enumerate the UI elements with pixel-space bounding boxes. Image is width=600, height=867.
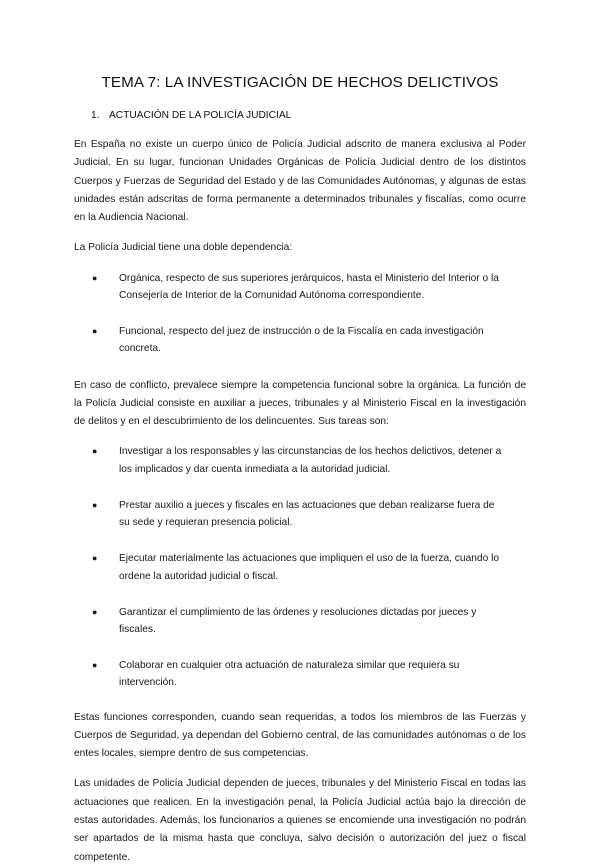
paragraph-funciones: Estas funciones corresponden, cuando sean requeridas, a todos los miembros de las Fuerzas y Cuerpos de Seguridad, ya dependan del Gobierno central, de las comunidades autónomas o de los entes locales, siempre dentro de sus competencias.: [74, 711, 526, 760]
list-item-text: Funcional, respecto del juez de instrucción o de la Fiscalía en cada investigación concreta.: [119, 326, 484, 355]
list-item: [74, 604, 526, 638]
document-title: TEMA 7: LA INVESTIGACIÓN DE HECHOS DELICTIVOS: [101, 74, 499, 91]
list-item: [74, 443, 526, 477]
bullet-icon: ●: [92, 272, 98, 283]
section-number: 1.: [91, 110, 100, 121]
paragraph-intro: En España no existe un cuerpo único de Policía Judicial adscrito de manera exclusiva al Poder Judicial. En su lugar, funcionan Unidades Orgánicas de Policía Judicial dentro de los distintos Cuerpos y Fuerzas de Seguridad del Estado y de las Comunidades Autónomas, y algunas de estas unidades están adscritas de forma permanente a determinados tribunales y fiscalías, como ocurre en la Audiencia Nacional.: [74, 139, 526, 224]
list-item-text: Ejecutar materialmente las actuaciones que impliquen el uso de la fuerza, cuando lo ordene la autoridad judicial o fiscal.: [119, 553, 499, 582]
section-heading: [91, 110, 526, 121]
section-title: ACTUACIÓN DE LA POLICÍA JUDICIAL: [109, 110, 292, 121]
list-item-text: Orgánica, respecto de sus superiores jerárquicos, hasta el Ministerio del Interior o la Consejería de Interior de la Comunidad Autónoma correspondiente.: [119, 272, 499, 301]
list-item: [74, 270, 526, 304]
list-item-text: Garantizar el cumplimiento de las órdenes y resoluciones dictadas por jueces y fiscales.: [119, 606, 477, 635]
list-tareas: [74, 443, 526, 691]
list-item: [74, 657, 526, 691]
bullet-icon: ●: [92, 553, 98, 564]
bullet-icon: ●: [92, 446, 98, 457]
paragraph-conflicto: En caso de conflicto, prevalece siempre la competencia funcional sobre la orgánica. La función de la Policía Judicial consiste en auxiliar a jueces, tribunales y al Ministerio Fiscal en la investigación de delitos y en el descubrimiento de los delincuentes. Sus tareas son:: [74, 379, 526, 428]
list-item-text: Prestar auxilio a jueces y fiscales en las actuaciones que deban realizarse fuera de su sede y requieran presencia policial.: [119, 499, 495, 529]
bullet-icon: ●: [92, 499, 98, 510]
bullet-icon: ●: [92, 326, 98, 337]
paragraph-doble-dependencia: La Policía Judicial tiene una doble dependencia:: [74, 242, 293, 254]
list-item: [74, 550, 526, 584]
bullet-icon: ●: [92, 606, 98, 617]
list-item: [74, 497, 526, 531]
bullet-icon: ●: [92, 660, 98, 671]
list-item-text: Colaborar en cualquier otra actuación de naturaleza similar que requiera su intervención.: [119, 660, 460, 689]
list-item-text: Investigar a los responsables y las circunstancias de los hechos delictivos, detener a los implicados y dar cuenta inmediata a la autoridad judicial.: [119, 446, 502, 475]
paragraph-unidades: Las unidades de Policía Judicial dependen de jueces, tribunales y del Ministerio Fiscal en todas las actuaciones que realicen. En la investigación penal, la Policía Judicial actúa bajo la dirección de estas autoridades. Además, los funcionarios a quienes se encomiende una investigación no podrán ser apartados de la misma hasta que concluya, salvo decisión o autorización del juez o fiscal competente.: [74, 778, 526, 863]
list-dependencias: [74, 270, 526, 358]
list-item: [74, 323, 526, 357]
